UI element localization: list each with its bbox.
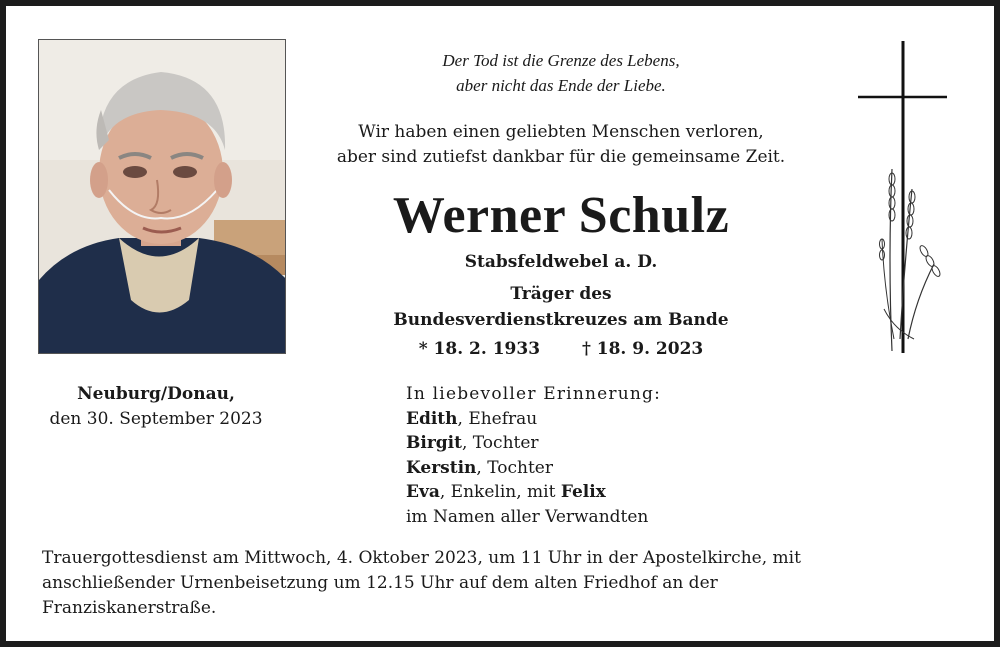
intro-line-1: Wir haben einen geliebten Menschen verloren, <box>358 122 764 142</box>
deceased-honor <box>306 281 816 333</box>
life-dates <box>306 336 816 362</box>
mourner-relation: , Enkelin, mit <box>439 482 561 502</box>
mourner-entry <box>406 431 826 456</box>
intro-line-2: aber sind zutiefst dankbar für die gemeinsame Zeit. <box>336 147 786 167</box>
mourner-entry <box>406 407 826 432</box>
service-info <box>42 546 942 621</box>
mourner-relation: , Ehefrau <box>457 408 538 429</box>
place-and-date <box>36 382 276 432</box>
cross-with-wheat-icon <box>854 39 954 359</box>
service-line-2: anschließender Urnenbeisetzung um 12.15 Uhr auf dem alten Friedhof an der <box>42 573 718 593</box>
service-line-1: Trauergottesdienst am Mittwoch, 4. Oktober 2023, um 11 Uhr in der Apostelkirche, mit <box>42 548 801 568</box>
mourner-name: Edith <box>406 408 458 429</box>
mourners-closing: im Namen aller Verwandten <box>406 506 649 527</box>
mourners-list <box>406 382 826 529</box>
mourners-heading: In liebevoller Erinnerung: <box>406 384 662 404</box>
city: Neuburg/Donau, <box>77 384 235 404</box>
mourner-relation: , Tochter <box>476 457 553 478</box>
mourner-relation: , Tochter <box>461 433 539 453</box>
portrait-photo <box>38 39 286 354</box>
deceased-name: Werner Schulz <box>392 187 730 244</box>
mourner-name: Eva <box>406 482 440 502</box>
intro-text <box>266 120 856 170</box>
mourner-entry <box>406 456 826 481</box>
honor-line-1: Träger des <box>510 284 612 304</box>
mourner-name: Birgit <box>406 433 462 453</box>
birth-date: * 18. 2. 1933 <box>418 339 541 359</box>
mourner-extra-name: Felix <box>560 482 606 502</box>
notice-date: den 30. September 2023 <box>49 409 263 429</box>
quote-line-1: Der Tod ist die Grenze des Lebens, <box>442 51 680 70</box>
mourner-name: Kerstin <box>406 457 477 478</box>
service-line-3: Franziskanerstraße. <box>42 598 217 618</box>
honor-line-2: Bundesverdienstkreuzes am Bande <box>393 310 729 330</box>
quote <box>306 48 816 98</box>
deceased-rank: Stabsfeldwebel a. D. <box>464 252 658 272</box>
mourner-entry <box>406 480 826 505</box>
death-date: † 18. 9. 2023 <box>581 339 704 359</box>
quote-line-2: aber nicht das Ende der Liebe. <box>456 76 666 95</box>
